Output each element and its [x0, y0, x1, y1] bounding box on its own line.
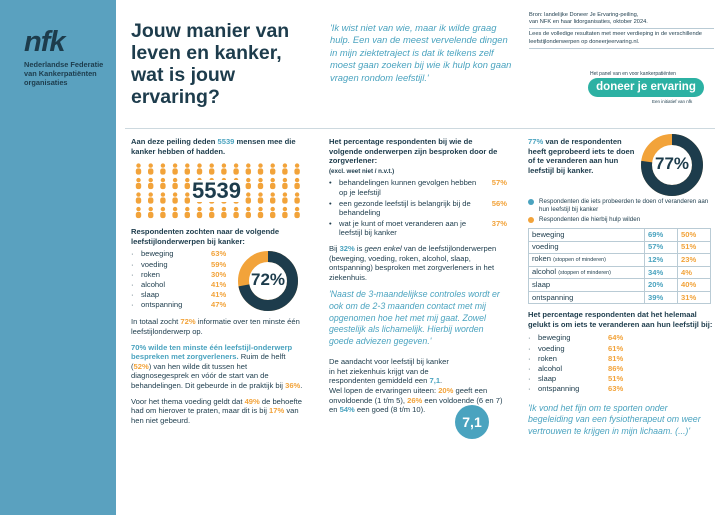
sport-quote: 'Ik vond het fijn om te sporten onder begeleiding van een fysiotherapeut om weer vertrouwen te krijgen in mijn lichaam. (...)' [528, 402, 701, 436]
success-label: alcohol [538, 363, 563, 373]
table-cell-label [529, 254, 645, 267]
table-cell-label [529, 266, 645, 279]
person-icon [148, 178, 153, 189]
row-label: roken [532, 254, 551, 263]
table-cell-tried: 69% [645, 229, 678, 242]
topic-value: 47% [211, 300, 227, 310]
source-link[interactable]: Lees de volledige resultaten met meer verdieping in de verschillende leefstijlonderwerpen op doneerjeervaring.nl. [529, 31, 702, 45]
bullet: · [528, 384, 531, 394]
table-cell-label [529, 279, 645, 292]
success-list [528, 333, 713, 394]
list-item [329, 199, 507, 218]
person-icon [221, 164, 226, 175]
grade-badge: 7,1 [455, 405, 489, 439]
person-icon [282, 207, 287, 218]
list-item [528, 344, 713, 354]
person-icon [148, 193, 153, 204]
list-item [528, 374, 713, 384]
row-note: (stoppen of minderen) [553, 257, 606, 263]
person-icon [246, 207, 251, 218]
table-row [529, 279, 711, 292]
legend-item-help: Respondenten die hierbij hulp wilden [528, 216, 713, 224]
topic-label: ontspanning [141, 300, 183, 310]
topics-block [131, 249, 306, 313]
person-icon [258, 178, 263, 189]
success-heading: Het percentage respondenten dat het helemaal gelukt is om iets te veranderen aan hun leefstijl bij: [528, 310, 713, 329]
grade-text: De aandacht voor leefstijl bij kanker in het ziekenhuis krijgt van de respondenten gemiddeld een 7,1. [329, 357, 449, 386]
dje-tagline: Het panel van en voor kankerpatiënten [590, 71, 676, 77]
person-icon [294, 164, 299, 175]
person-icon [246, 164, 251, 175]
intro-text: Aan deze peiling deden 5539 mensen mee die kanker hebben of hadden. [131, 137, 296, 156]
dje-logo-banner: doneer je ervaring [588, 78, 704, 97]
person-icon [258, 164, 263, 175]
topic-label: alcohol [141, 279, 166, 289]
person-icon [258, 193, 263, 204]
bullet: • [329, 198, 332, 208]
table-cell-label [529, 229, 645, 242]
patient-quote: 'Naast de 3-maandelijkse controles wordt er ook om de 2-3 maanden contact met mij opgenomen hoe het met mij gaat. Zowel geestelijk als lichamelijk. Hierbij worden goede adviezen gegeven.' [329, 289, 500, 346]
bullet: · [528, 353, 531, 363]
person-icon [136, 193, 141, 204]
row-label: beweging [532, 229, 565, 239]
person-icon [136, 178, 141, 189]
table-cell-label [529, 241, 645, 254]
person-icon [185, 178, 190, 189]
discussed-heading: Het percentage respondenten bij wie de volgende onderwerpen zijn besproken door de zorgverlener: [329, 137, 498, 166]
person-icon [270, 193, 275, 204]
bullet: · [528, 333, 531, 343]
bullet: · [528, 374, 531, 384]
nfk-logo: nfk [24, 26, 65, 58]
person-icon [172, 193, 177, 204]
source-line-1: Bron: landelijke Doneer Je Ervaring-peiling, [529, 12, 639, 18]
person-icon [172, 164, 177, 175]
topics-heading: Respondenten zochten naar de volgende leefstijlonderwerpen bij kanker: [131, 227, 280, 246]
discussed-topic: wat je kunt of moet veranderen aan je leefstijl bij kanker [339, 218, 467, 238]
table-cell-help: 4% [678, 266, 711, 279]
list-item [528, 364, 713, 374]
wish-text: 70% wilde ten minste één leefstijl-onderwerp bespreken met zorgverleners. Ruim de helft (52%) van hen wilde dit tussen het diagnosegesprek en vóór de start van de behandelingen. Dit gebeurde in de praktijk bij 36%. [131, 342, 303, 390]
table-cell-tried: 12% [645, 254, 678, 267]
person-icon [294, 207, 299, 218]
person-icon [172, 207, 177, 218]
person-icon [258, 207, 263, 218]
person-icon [294, 193, 299, 204]
person-icon [246, 178, 251, 189]
discussed-pct: 56% [491, 198, 507, 208]
none-discussed-text: Bij 32% is geen enkel van de leefstijlonderwerpen (beweging, voeding, roken, alcohol, slaap, ontspanning) besproken met zorgverleners in het ziekenhuis. [329, 243, 497, 282]
bullet: · [131, 249, 134, 259]
donut-label: 72% [250, 270, 286, 290]
page-title: Jouw manier van leven en kanker, wat is jouw ervaring? [131, 20, 290, 108]
table-cell-help: 40% [678, 279, 711, 292]
table-row [529, 241, 711, 254]
divider [125, 128, 715, 129]
bullet: · [131, 269, 134, 279]
success-value: 61% [608, 343, 624, 353]
topic-value: 63% [211, 249, 227, 259]
person-icon [197, 164, 202, 175]
legend [528, 198, 713, 224]
topic-label: beweging [141, 249, 174, 259]
bullet: · [131, 290, 134, 300]
table-row [529, 254, 711, 267]
row-label: alcohol [532, 266, 557, 276]
row-label: slaap [532, 280, 551, 290]
dje-subline: Een initiatief van nfk [652, 99, 693, 104]
success-value: 81% [608, 353, 624, 363]
table-cell-help: 31% [678, 291, 711, 304]
person-icon [160, 207, 165, 218]
donut-label: 77% [654, 154, 690, 173]
person-icon [270, 207, 275, 218]
table-cell-help: 23% [678, 254, 711, 267]
person-icon [197, 207, 202, 218]
sidebar [0, 0, 116, 515]
table-cell-tried: 39% [645, 291, 678, 304]
header-quote: 'Ik wist niet van wie, maar ik wilde graag hulp. Een van de meest vervelende dingen in mijn ziektetraject is dat ik telkens zelf moest gaan zoeken bij wie ik hulp kon gaan vragen rondom leefstijl.' [330, 22, 512, 83]
bullet: · [528, 343, 531, 353]
topic-label: roken [141, 269, 160, 279]
column-discussed [329, 137, 507, 415]
table-cell-label [529, 291, 645, 304]
list-item [528, 333, 713, 343]
person-icon [172, 178, 177, 189]
person-icon [209, 164, 214, 175]
discussed-pct: 57% [491, 178, 507, 188]
table-row [529, 266, 711, 279]
legend-swatch-orange [528, 217, 534, 223]
table-row [529, 229, 711, 242]
success-value: 86% [608, 363, 624, 373]
divider [529, 28, 714, 29]
divider [529, 48, 714, 49]
bullet: · [131, 300, 134, 310]
table-cell-help: 51% [678, 241, 711, 254]
person-icon [221, 207, 226, 218]
person-icon [136, 207, 141, 218]
person-icon [282, 164, 287, 175]
column-participants [131, 137, 306, 425]
success-label: slaap [538, 374, 557, 384]
success-label: beweging [538, 333, 571, 343]
person-icon [282, 178, 287, 189]
person-icon [270, 178, 275, 189]
legend-item-tried: Respondenten die iets probeerden te doen of veranderen aan hun leefstijl bij kanker [528, 198, 713, 214]
discussed-topic: een gezonde leefstijl is belangrijk bij de behandeling [339, 198, 471, 218]
person-icon [233, 207, 238, 218]
success-label: voeding [538, 343, 565, 353]
table-cell-tried: 20% [645, 279, 678, 292]
discussed-topic: behandelingen kunnen gevolgen hebben op je leefstijl [339, 178, 477, 197]
list-item [528, 384, 713, 394]
person-icon [246, 193, 251, 204]
total-text: In totaal zocht 72% informatie over ten minste één leefstijlonderwerp op. [131, 317, 300, 336]
list-item [329, 178, 507, 197]
discussed-note: (excl. weet niet / n.v.t.) [329, 167, 395, 175]
person-icon [282, 193, 287, 204]
person-icon [185, 193, 190, 204]
bullet: · [131, 259, 134, 269]
people-grid [131, 161, 306, 221]
source-line-2: van NFK en haar lidorganisaties, oktober 2024. [529, 19, 648, 26]
table-row [529, 291, 711, 304]
discussed-pct: 37% [491, 218, 507, 228]
bullet: · [528, 363, 531, 373]
topic-value: 30% [211, 269, 227, 279]
success-value: 63% [608, 384, 624, 394]
changed-heading: 77% van de respondenten heeft geprobeerd iets te doen of te veranderen aan hun leefstijl bij kanker. [528, 137, 635, 175]
changed-header [528, 137, 713, 193]
success-value: 64% [608, 333, 624, 343]
person-icon [233, 164, 238, 175]
person-icon [270, 164, 275, 175]
person-icon [160, 178, 165, 189]
person-icon [148, 164, 153, 175]
column-changed [528, 137, 713, 437]
source-block [529, 12, 714, 51]
row-label: voeding [532, 242, 559, 252]
topic-value: 59% [211, 259, 227, 269]
table-cell-help: 50% [678, 229, 711, 242]
table-cell-tried: 57% [645, 241, 678, 254]
food-text: Voor het thema voeding geldt dat 49% de behoefte had om hierover te praten, maar dit is bij 17% van hen niet gebeurd. [131, 396, 303, 425]
bullet: · [131, 279, 134, 289]
table-cell-tried: 34% [645, 266, 678, 279]
person-icon [160, 164, 165, 175]
topic-label: voeding [141, 259, 168, 269]
org-name: Nederlandse Federatie van Kankerpatiënten organisaties [24, 60, 104, 87]
row-label: ontspanning [532, 292, 574, 302]
grade-detail: Wel lopen de ervaringen uiteen: 20% geeft een onvoldoende (1 t/m 5), 26% een voldoende (6 en 7) en 54% een goed (8 t/m 10). [329, 386, 503, 415]
person-icon [136, 164, 141, 175]
list-item [528, 354, 713, 364]
legend-swatch-blue [528, 199, 534, 205]
topic-label: slaap [141, 290, 160, 300]
person-icon [160, 193, 165, 204]
change-table [528, 228, 711, 304]
success-value: 51% [608, 374, 624, 384]
row-note: (stoppen of minderen) [558, 269, 611, 276]
participant-count: 5539 [192, 178, 241, 204]
bullet: • [329, 218, 332, 228]
topic-value: 41% [211, 279, 227, 289]
person-icon [294, 178, 299, 189]
bullet: • [329, 178, 332, 188]
person-icon [185, 164, 190, 175]
success-label: roken [538, 353, 557, 363]
person-icon [209, 207, 214, 218]
discussed-list [329, 178, 507, 238]
topic-value: 41% [211, 290, 227, 300]
person-icon [185, 207, 190, 218]
success-label: ontspanning [538, 384, 580, 394]
list-item [329, 219, 507, 238]
person-icon [148, 207, 153, 218]
